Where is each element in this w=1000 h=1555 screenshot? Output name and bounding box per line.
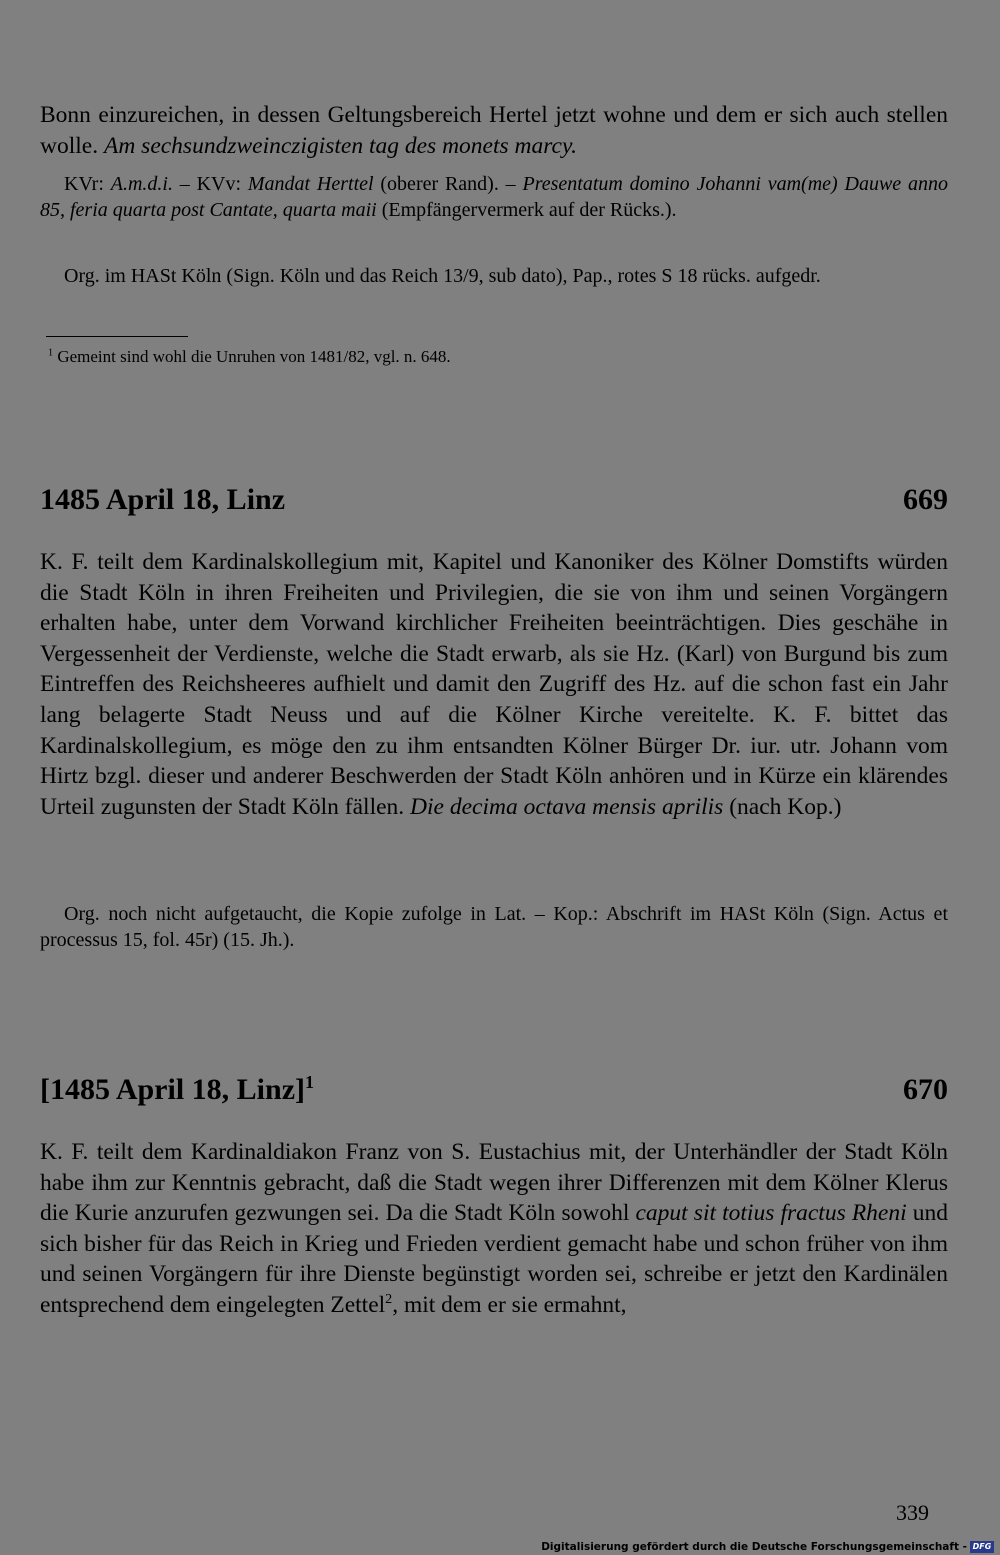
entry-670-text — [40, 1137, 948, 1321]
entry-669-italic: Die decima octava mensis aprilis — [410, 793, 724, 820]
credit-text: Digitalisierung gefördert durch die Deutsche Forschungsgemeinschaft - — [541, 1541, 967, 1553]
entry-670-number: 670 — [903, 1073, 948, 1106]
entry-669-note — [40, 902, 948, 953]
footnote — [40, 346, 948, 368]
entry-669-note-text: Org. noch nicht aufgetaucht, die Kopie zufolge in Lat. – Kop.: Abschrift im HASt Köln (Sign. Actus et processus 15, fol. 45r) (15. Jh.). — [40, 903, 948, 951]
entry-669-tail: (nach Kop.) — [723, 793, 842, 820]
note-kv-part: KVr: — [64, 173, 111, 195]
footnote-mark: 1 — [48, 347, 54, 359]
continuation-text — [40, 100, 948, 161]
note-kv-part: (oberer Rand). – — [373, 173, 523, 195]
continuation-italic: Am sechsundzweinczigisten tag des monets marcy. — [103, 132, 577, 159]
entry-670-mark: 2 — [385, 1291, 393, 1308]
note-kv-part: Presentatum domino Johanni vam(me) Dauwe anno 85, feria quarta post Cantate, quarta maii — [40, 173, 949, 221]
note-kv-part: – KVv: — [172, 173, 248, 195]
entry-670-heading-mark: 1 — [305, 1072, 315, 1092]
entry-669-body — [40, 547, 948, 822]
footnote-rule — [46, 336, 188, 337]
note-kv-text — [40, 172, 948, 223]
note-kv-part: Mandat Herttel — [247, 173, 374, 195]
digitization-credit — [541, 1541, 994, 1553]
note-kv-part: (Empfängervermerk auf der Rücks.). — [376, 198, 677, 221]
entry-670-heading — [40, 1073, 948, 1107]
entry-670-part: K. F. teilt dem Kardinaldiakon Franz von S. Eustachius mit, der Unterhändler der Stadt Köln habe ihm zur Kenntnis gebracht, daß die Stadt wegen ihrer Differenzen mit dem Kölner Klerus die Kurie anzurufen gezwungen sei. Da die Stadt Köln sowohl — [40, 1139, 948, 1227]
note-org — [40, 264, 948, 290]
entry-670-date — [40, 1073, 314, 1107]
entry-670-body — [40, 1137, 948, 1321]
continuation-normal: Bonn einzureichen, in dessen Geltungsbereich Hertel jetzt wohne und dem er sich auch stellen wolle. — [40, 102, 948, 159]
note-org-text: Org. im HASt Köln (Sign. Köln und das Reich 13/9, sub dato), Pap., rotes S 18 rücks. aufgedr. — [64, 265, 821, 287]
dfg-logo-icon: DFG — [970, 1541, 994, 1553]
page-number: 339 — [896, 1500, 929, 1525]
entry-669-number: 669 — [903, 483, 948, 516]
entry-669-text — [40, 547, 948, 822]
note-kv-part: A.m.d.i. — [110, 173, 173, 195]
entry-669-heading — [40, 483, 948, 517]
entry-669-date: 1485 April 18, Linz — [40, 483, 286, 516]
footnote-content: Gemeint sind wohl die Unruhen von 1481/82, vgl. n. 648. — [57, 347, 451, 366]
entry-670-italic: caput sit totius fractus Rheni — [635, 1200, 907, 1227]
footnote-text — [40, 346, 948, 368]
entry-670-part: und sich bisher für das Reich in Krieg und Frieden verdient gemacht habe und schon früher von ihm und seinen Vorgängern für ihre Dienste begünstigt worden sei, schreibe er jetzt den Kardinälen entsprechend dem eingelegten Zettel — [40, 1200, 949, 1318]
continuation-paragraph — [40, 100, 948, 161]
entry-669-normal: K. F. teilt dem Kardinalskollegium mit, Kapitel und Kanoniker des Kölner Domstifts würden die Stadt Köln in ihren Freiheiten und Privilegien, die sie von ihm und seinen Vorgängern erhalten habe, unter dem Vorwand kirchlicher Freiheiten beeinträchtigen. Dies geschähe in Vergessenheit der Verdienste, welche die Stadt erwarb, als sie Hz. (Karl) von Burgund bis zum Eintreffen des Reichsheeres aufhielt und damit den Zugriff des Hz. auf die schon fast ein Jahr lang belagerte Stadt Neuss und auf die Kölner Kirche vereitelte. K. F. bittet das Kardinalskollegium, es möge den zu ihm entsandten Kölner Bürger Dr. iur. utr. Johann vom Hirtz bzgl. dieser und anderer Beschwerden der Stadt Köln anhören und in Kürze ein klärendes Urteil zugunsten der Stadt Köln fällen. — [40, 549, 948, 820]
note-kv — [40, 172, 948, 223]
entry-670-date-text: [1485 April 18, Linz] — [40, 1073, 306, 1106]
entry-670-part: , mit dem er sie ermahnt, — [392, 1291, 627, 1318]
